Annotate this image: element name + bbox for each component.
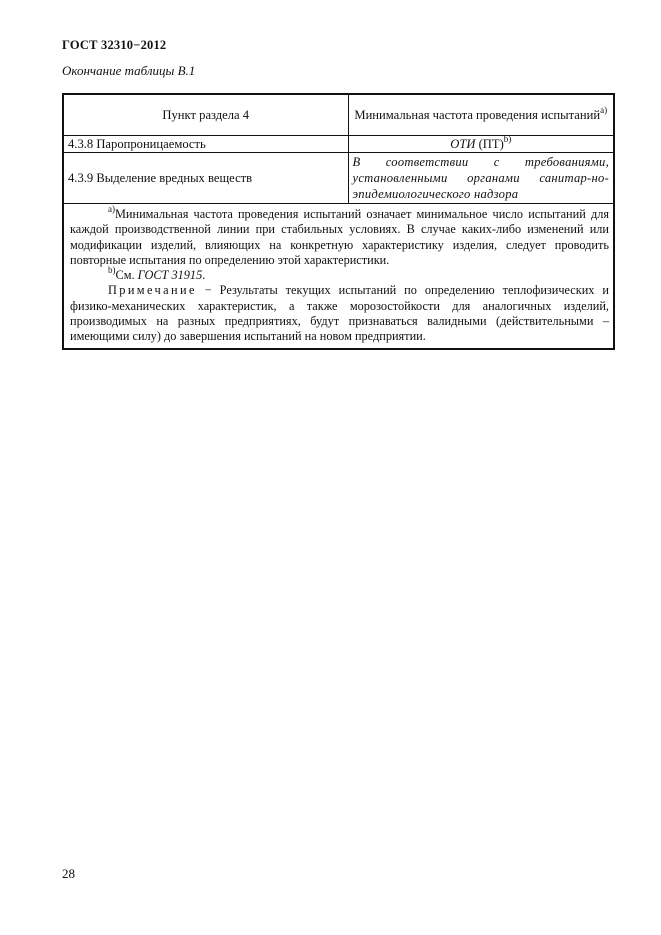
notes-row (63, 204, 614, 349)
footnote-marker-b: b) (503, 133, 512, 144)
footnote-a-marker: а) (108, 204, 115, 214)
row-item-cell: 4.3.9 Выделение вредных веществ (63, 153, 348, 204)
column-header-test-frequency-text: Минимальная частота проведения испытаний (354, 108, 601, 122)
frequency-value: ОТИ (450, 136, 476, 151)
document-code: ГОСТ 32310−2012 (62, 38, 167, 52)
table-remark (70, 283, 609, 344)
table-row (63, 136, 614, 153)
table-row (63, 153, 614, 204)
footnote-b-prefix: См. (115, 268, 138, 283)
row-frequency-cell: В соответствии с требованиями, установленными органами санитар-но-эпидемиологического надзора (348, 153, 614, 204)
table-notes (63, 204, 614, 349)
row-item-cell: 4.3.8 Паропроницаемость (63, 136, 348, 153)
table-header-row (63, 94, 614, 136)
requirements-table (62, 93, 615, 350)
footnote-b-suffix: . (202, 268, 206, 283)
remark-text: − Результаты текущих испытаний по определению теплофизических и физико-механических характеристик, а также морозостойкости для аналогичных изделий, производимых на разных предприятиях, будут признаваться валидными (действительными – имеющими силу) до завершения испытаний на новом предприятии. (70, 283, 609, 344)
column-header-test-frequency (348, 94, 614, 136)
remark-label: Примечание (108, 283, 197, 298)
column-header-section-item: Пункт раздела 4 (63, 94, 348, 136)
row-frequency-cell (348, 133, 614, 153)
footnote-b (70, 265, 609, 283)
table-caption: Окончание таблицы В.1 (62, 63, 196, 78)
footnote-b-marker: b) (108, 265, 116, 276)
frequency-extra: (ПТ) (475, 136, 504, 151)
footnote-b-reference: ГОСТ 31915 (137, 268, 203, 283)
footnote-marker-a: а) (600, 105, 608, 115)
page-number: 28 (62, 866, 75, 881)
footnote-a (70, 204, 609, 268)
footnote-a-text: Минимальная частота проведения испытаний означает минимальное число испытаний для каждой производственной линии при стабильных условиях. В случае каких-либо изменений или модификации изделий, влияющих на конкретную характеристику изделия, следует проводить повторные испытания по определению этой характеристики. (70, 207, 609, 267)
